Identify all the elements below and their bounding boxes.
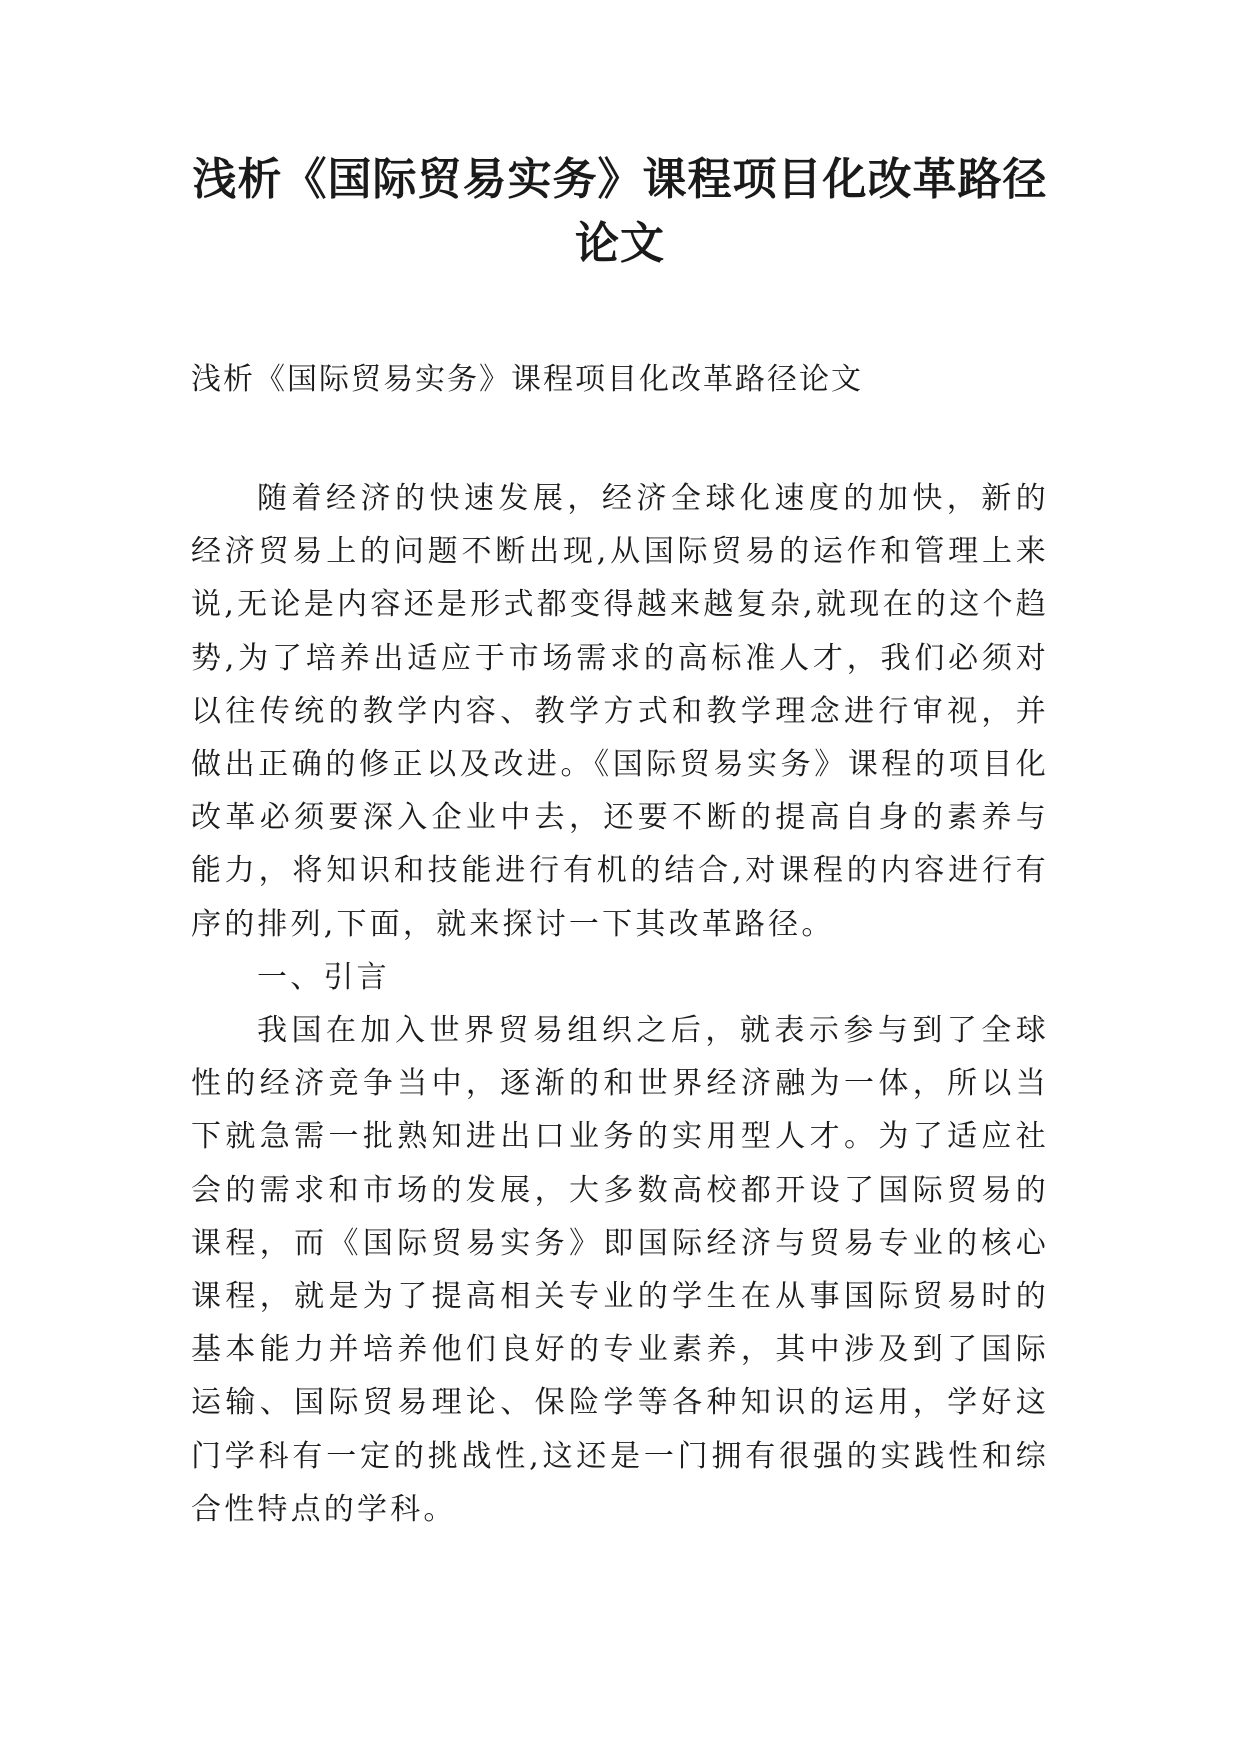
paragraph-section-1: 我国在加入世界贸易组织之后，就表示参与到了全球性的经济竞争当中，逐渐的和世界经济融为一体，所以当下就急需一批熟知进出口业务的实用型人才。为了适应社会的需求和市场的发展，大多数高校都开设了国际贸易的课程，而《国际贸易实务》即国际经济与贸易专业的核心课程，就是为了提高相关专业的学生在从事国际贸易时的基本能力并培养他们良好的专业素养，其中涉及到了国际运输、国际贸易理论、保险学等各种知识的运用，学好这门学科有一定的挑战性,这还是一门拥有很强的实践性和综合性特点的学科。 bbox=[191, 1013, 1049, 1527]
document-subtitle: 浅析《国际贸易实务》课程项目化改革路径论文 bbox=[191, 362, 863, 397]
document-body bbox=[191, 472, 1049, 1536]
document-title: 浅析《国际贸易实务》课程项目化改革路径论文 bbox=[192, 154, 1048, 269]
section-heading-introduction: 一、引言 bbox=[257, 959, 390, 995]
paragraph-intro: 随着经济的快速发展，经济全球化速度的加快，新的经济贸易上的问题不断出现,从国际贸易的运作和管理上来说,无论是内容还是形式都变得越来越复杂,就现在的这个趋势,为了培养出适应于市场需求的高标准人才，我们必须对以往传统的教学内容、教学方式和教学理念进行审视，并做出正确的修正以及改进。《国际贸易实务》课程的项目化改革必须要深入企业中去，还要不断的提高自身的素养与能力，将知识和技能进行有机的结合,对课程的内容进行有序的排列,下面，就来探讨一下其改革路径。 bbox=[191, 481, 1049, 942]
